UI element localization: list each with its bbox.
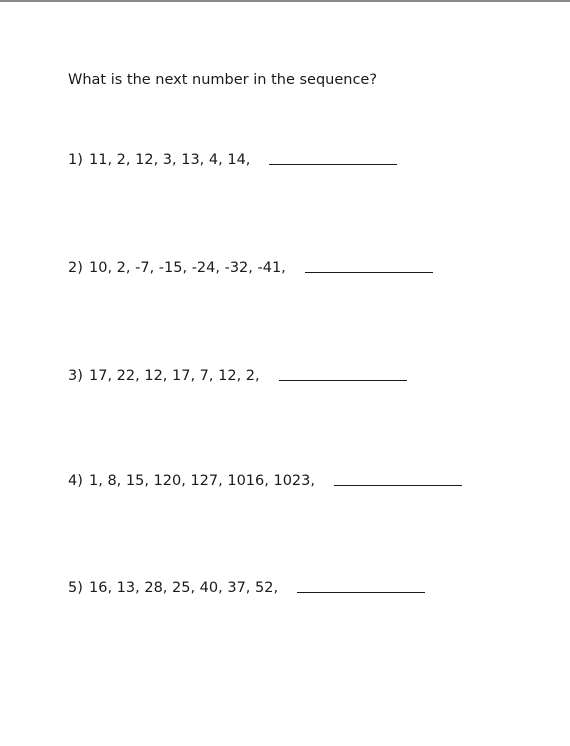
question-1: [68, 150, 397, 170]
answer-blank[interactable]: [279, 380, 407, 381]
answer-blank[interactable]: [334, 485, 462, 486]
question-number: 5): [68, 580, 83, 596]
question-sequence: 11, 2, 12, 3, 13, 4, 14,: [89, 152, 251, 168]
answer-blank[interactable]: [269, 164, 397, 165]
question-number: 3): [68, 368, 83, 384]
question-sequence: 17, 22, 12, 17, 7, 12, 2,: [89, 368, 260, 384]
question-number: 2): [68, 260, 83, 276]
page-top-border: [0, 0, 570, 2]
question-number: 4): [68, 473, 83, 489]
question-4: [68, 471, 462, 491]
question-3: [68, 366, 407, 386]
answer-blank[interactable]: [305, 272, 433, 273]
question-sequence: 16, 13, 28, 25, 40, 37, 52,: [89, 580, 279, 596]
question-sequence: 10, 2, -7, -15, -24, -32, -41,: [89, 260, 286, 276]
question-sequence: 1, 8, 15, 120, 127, 1016, 1023,: [89, 473, 315, 489]
question-number: 1): [68, 152, 83, 168]
question-2: [68, 258, 433, 278]
question-5: [68, 578, 425, 598]
worksheet-prompt: What is the next number in the sequence?: [68, 72, 378, 88]
answer-blank[interactable]: [297, 592, 425, 593]
